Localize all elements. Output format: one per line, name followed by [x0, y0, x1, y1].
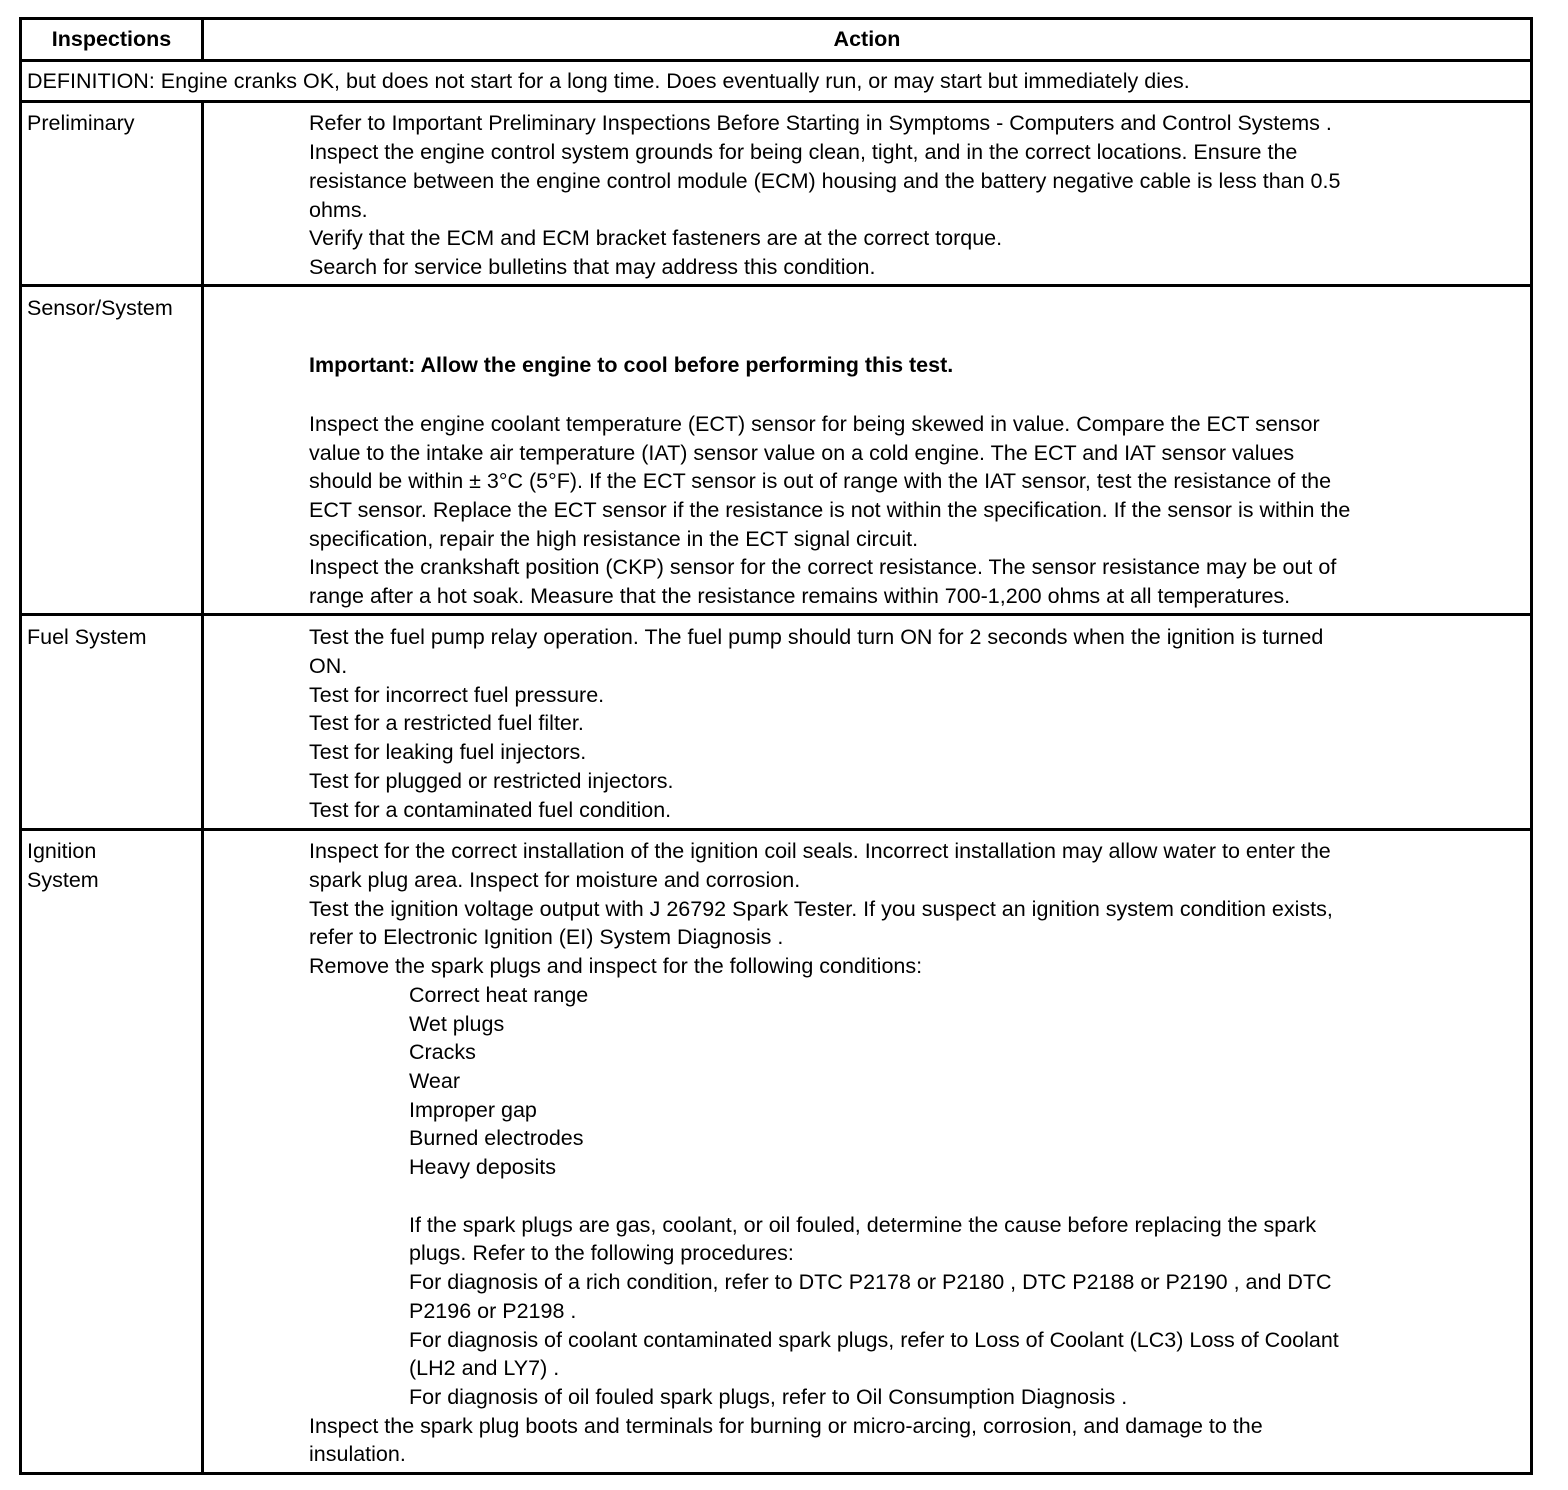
action-line: Test the ignition voltage output with J 26792 Spark Tester. If you suspect an ignition system condition exists, — [309, 897, 1333, 921]
condition-item: Wet plugs — [409, 1012, 505, 1036]
action-line: ohms. — [309, 198, 368, 222]
action-line: Test the fuel pump relay operation. The fuel pump should turn ON for 2 seconds when the ignition is turned — [309, 625, 1324, 649]
action-line: Test for plugged or restricted injectors. — [309, 769, 674, 793]
header-inspections: Inspections — [51, 27, 172, 51]
action-line: value to the intake air temperature (IAT) sensor value on a cold engine. The ECT and IAT sensor values — [309, 441, 1295, 465]
important-note: Important: Allow the engine to cool before performing this test. — [309, 353, 954, 377]
row-divider — [22, 100, 1530, 103]
inspection-table — [19, 17, 1533, 1475]
row-divider — [22, 284, 1530, 287]
sub-action-line: If the spark plugs are gas, coolant, or oil fouled, determine the cause before replacing the spark — [409, 1213, 1317, 1237]
sub-action-line: For diagnosis of a rich condition, refer to DTC P2178 or P2180 , DTC P2188 or P2190 , and DTC — [409, 1270, 1332, 1294]
sub-action-line: P2196 or P2198 . — [409, 1299, 577, 1323]
action-line: spark plug area. Inspect for moisture and corrosion. — [309, 868, 801, 892]
label-ignition: Ignition — [27, 839, 97, 863]
row-divider — [22, 613, 1530, 616]
action-line: range after a hot soak. Measure that the resistance remains within 700-1,200 ohms at all temperatures. — [309, 584, 1291, 608]
action-line: resistance between the engine control module (ECM) housing and the battery negative cable is less than 0.5 — [309, 169, 1341, 193]
sub-action-line: For diagnosis of coolant contaminated spark plugs, refer to Loss of Coolant (LC3) Loss of Coolant — [409, 1328, 1339, 1352]
action-line: specification, repair the high resistance in the ECT signal circuit. — [309, 527, 919, 551]
action-line: Test for a contaminated fuel condition. — [309, 798, 672, 822]
label-preliminary: Preliminary — [27, 111, 135, 135]
definition-text: DEFINITION: Engine cranks OK, but does not start for a long time. Does eventually run, or may start but immediately dies. — [27, 69, 1190, 93]
action-line: refer to Electronic Ignition (EI) System Diagnosis . — [309, 925, 784, 949]
condition-item: Correct heat range — [409, 983, 589, 1007]
condition-item: Heavy deposits — [409, 1155, 556, 1179]
condition-item: Improper gap — [409, 1098, 537, 1122]
sub-action-line: For diagnosis of oil fouled spark plugs, refer to Oil Consumption Diagnosis . — [409, 1385, 1128, 1409]
row-divider — [22, 828, 1530, 831]
action-line: Inspect for the correct installation of the ignition coil seals. Incorrect installation may allow water to enter the — [309, 839, 1331, 863]
label-fuel-system: Fuel System — [27, 625, 147, 649]
action-line: ON. — [309, 654, 348, 678]
action-line: Verify that the ECM and ECM bracket fasteners are at the correct torque. — [309, 226, 1003, 250]
action-line: Inspect the engine control system grounds for being clean, tight, and in the correct locations. Ensure the — [309, 140, 1298, 164]
label-sensor-system: Sensor/System — [27, 296, 173, 320]
row-divider — [22, 59, 1530, 62]
action-line: insulation. — [309, 1442, 406, 1466]
column-divider — [201, 100, 204, 1472]
action-line: Test for leaking fuel injectors. — [309, 740, 587, 764]
sub-action-line: (LH2 and LY7) . — [409, 1356, 560, 1380]
header-action: Action — [833, 27, 901, 51]
sub-action-line: plugs. Refer to the following procedures: — [409, 1241, 794, 1265]
label-system: System — [27, 868, 99, 892]
action-line: ECT sensor. Replace the ECT sensor if the resistance is not within the specification. If the sensor is within the — [309, 498, 1351, 522]
action-line: Search for service bulletins that may address this condition. — [309, 255, 876, 279]
condition-item: Cracks — [409, 1040, 476, 1064]
condition-item: Burned electrodes — [409, 1126, 584, 1150]
action-line: Inspect the crankshaft position (CKP) sensor for the correct resistance. The sensor resistance may be out of — [309, 555, 1337, 579]
action-line: Inspect the engine coolant temperature (ECT) sensor for being skewed in value. Compare the ECT sensor — [309, 412, 1320, 436]
action-line: Test for incorrect fuel pressure. — [309, 683, 605, 707]
action-line: Inspect the spark plug boots and terminals for burning or micro-arcing, corrosion, and damage to the — [309, 1414, 1263, 1438]
action-line: Test for a restricted fuel filter. — [309, 711, 584, 735]
action-line: Refer to Important Preliminary Inspections Before Starting in Symptoms - Computers and Control Systems . — [309, 111, 1332, 135]
action-line: Remove the spark plugs and inspect for the following conditions: — [309, 954, 923, 978]
condition-item: Wear — [409, 1069, 460, 1093]
action-line: should be within ± 3°C (5°F). If the ECT sensor is out of range with the IAT sensor, test the resistance of the — [309, 469, 1332, 493]
